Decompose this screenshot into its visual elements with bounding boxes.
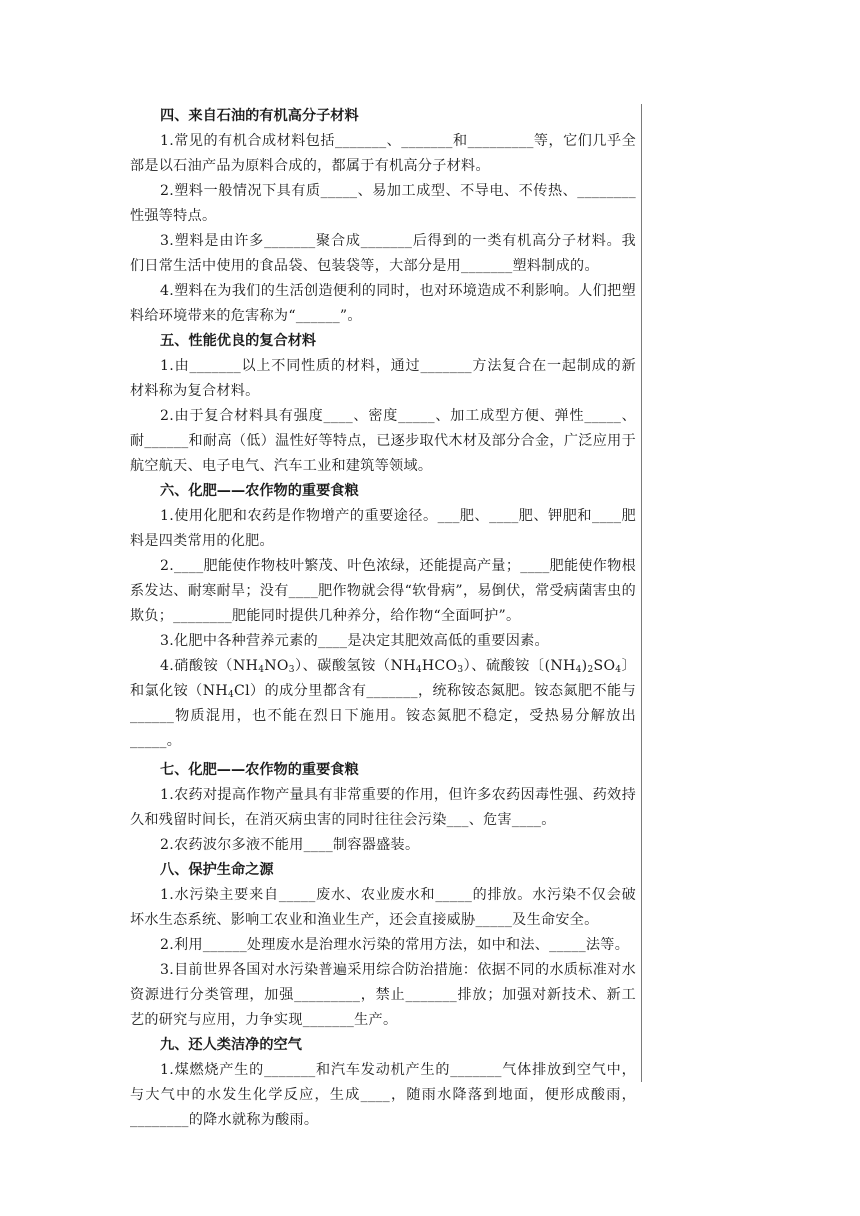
paragraph: 4.塑料在为我们的生活创造便利的同时，也对环境造成不利影响。人们把塑料给环境带来的危害称为“______”。 xyxy=(130,283,636,324)
section-heading: 八、保护生命之源 xyxy=(160,862,274,878)
text-run: ）、碳酸氢铵（NH xyxy=(294,658,416,674)
paragraph: 2.塑料一般情况下具有质_____、易加工成型、不导电、不传热、________性强等特点。 xyxy=(130,183,636,224)
text-run: SO xyxy=(593,658,616,674)
text-run: NO xyxy=(264,658,289,674)
section-heading: 五、性能优良的复合材料 xyxy=(160,333,317,349)
subscript: 4 xyxy=(258,665,265,675)
section-heading: 四、来自石油的有机高分子材料 xyxy=(160,108,359,124)
paragraph: 3.化肥中各种营养元素的____是决定其肥效高低的重要因素。 xyxy=(160,633,549,649)
paragraph: 1.使用化肥和农药是作物增产的重要途径。___肥、____肥、钾肥和____肥料是四类常用的化肥。 xyxy=(130,508,636,549)
paragraph: 2.利用______处理废水是治理水污染的常用方法，如中和法、_____法等。 xyxy=(160,937,630,953)
paragraph: 3.塑料是由许多_______聚合成_______后得到的一类有机高分子材料。我们日常生活中使用的食品袋、包装袋等，大部分是用_______塑料制成的。 xyxy=(130,233,636,274)
subscript: 3 xyxy=(288,665,295,675)
subscript: 2 xyxy=(587,665,594,675)
text-run: HCO xyxy=(421,658,458,674)
paragraph: 2.____肥能使作物枝叶繁茂、叶色浓绿，还能提高产量；____肥能使作物根系发达、耐寒耐旱；没有____肥作物就会得“软骨病”，易倒伏，常受病菌害虫的欺负；________肥能同时提供几种养分，给作物“全面呵护”。 xyxy=(130,558,636,624)
text-run: 4.硝酸铵（NH xyxy=(160,658,259,674)
subscript: 4 xyxy=(575,665,582,675)
subscript: 4 xyxy=(227,690,234,700)
subscript: 3 xyxy=(457,665,464,675)
document-body xyxy=(130,104,636,1133)
section-heading: 六、化肥——农作物的重要食粮 xyxy=(160,483,359,499)
subscript: 4 xyxy=(415,665,422,675)
vertical-divider xyxy=(641,104,642,1082)
section-heading: 七、化肥——农作物的重要食粮 xyxy=(160,762,359,778)
subscript: 4 xyxy=(615,665,622,675)
paragraph: 1.农药对提高作物产量具有非常重要的作用，但许多农药因毒性强、药效持久和残留时间长，在消灭病虫害的同时往往会污染___、危害____。 xyxy=(130,787,636,828)
paragraph: 1.常见的有机合成材料包括_______、_______和_________等，它们几乎全部是以石油产品为原料合成的，都属于有机高分子材料。 xyxy=(130,133,636,174)
section-heading: 九、还人类洁净的空气 xyxy=(160,1037,302,1053)
paragraph: 1.由_______以上不同性质的材料，通过_______方法复合在一起制成的新材料称为复合材料。 xyxy=(130,358,636,399)
paragraph: 1.水污染主要来自_____废水、农业废水和_____的排放。水污染不仅会破坏水生态系统、影响工农业和渔业生产，还会直接威胁_____及生命安全。 xyxy=(130,887,636,928)
text-run: Cl）的成分里都含有_______，统称铵态氮肥。铵态氮肥不能与______物质混用，也不能在烈日下施用。铵态氮肥不稳定，受热易分解放出_____。 xyxy=(130,683,636,749)
paragraph: 3.目前世界各国对水污染普遍采用综合防治措施：依据不同的水质标准对水资源进行分类管理，加强_________，禁止_______排放；加强对新技术、新工艺的研究与应用，力争实现_______生产。 xyxy=(130,962,636,1028)
paragraph: 1.煤燃烧产生的_______和汽车发动机产生的_______气体排放到空气中，与大气中的水发生化学反应，生成____，随雨水降落到地面，便形成酸雨，________的降水就称为酸雨。 xyxy=(130,1062,636,1128)
paragraph-with-formulas xyxy=(130,654,636,754)
text-run: 〕和氯化铵（NH xyxy=(130,658,636,699)
text-run: ) xyxy=(581,658,588,674)
text-run: ）、硫酸铵〔(NH xyxy=(463,658,576,674)
paragraph: 2.由于复合材料具有强度____、密度_____、加工成型方便、弹性_____、耐______和耐高（低）温性好等特点，已逐步取代木材及部分合金，广泛应用于航空航天、电子电气、汽车工业和建筑等领域。 xyxy=(130,408,636,474)
paragraph: 2.农药波尔多液不能用____制容器盛装。 xyxy=(160,837,420,853)
